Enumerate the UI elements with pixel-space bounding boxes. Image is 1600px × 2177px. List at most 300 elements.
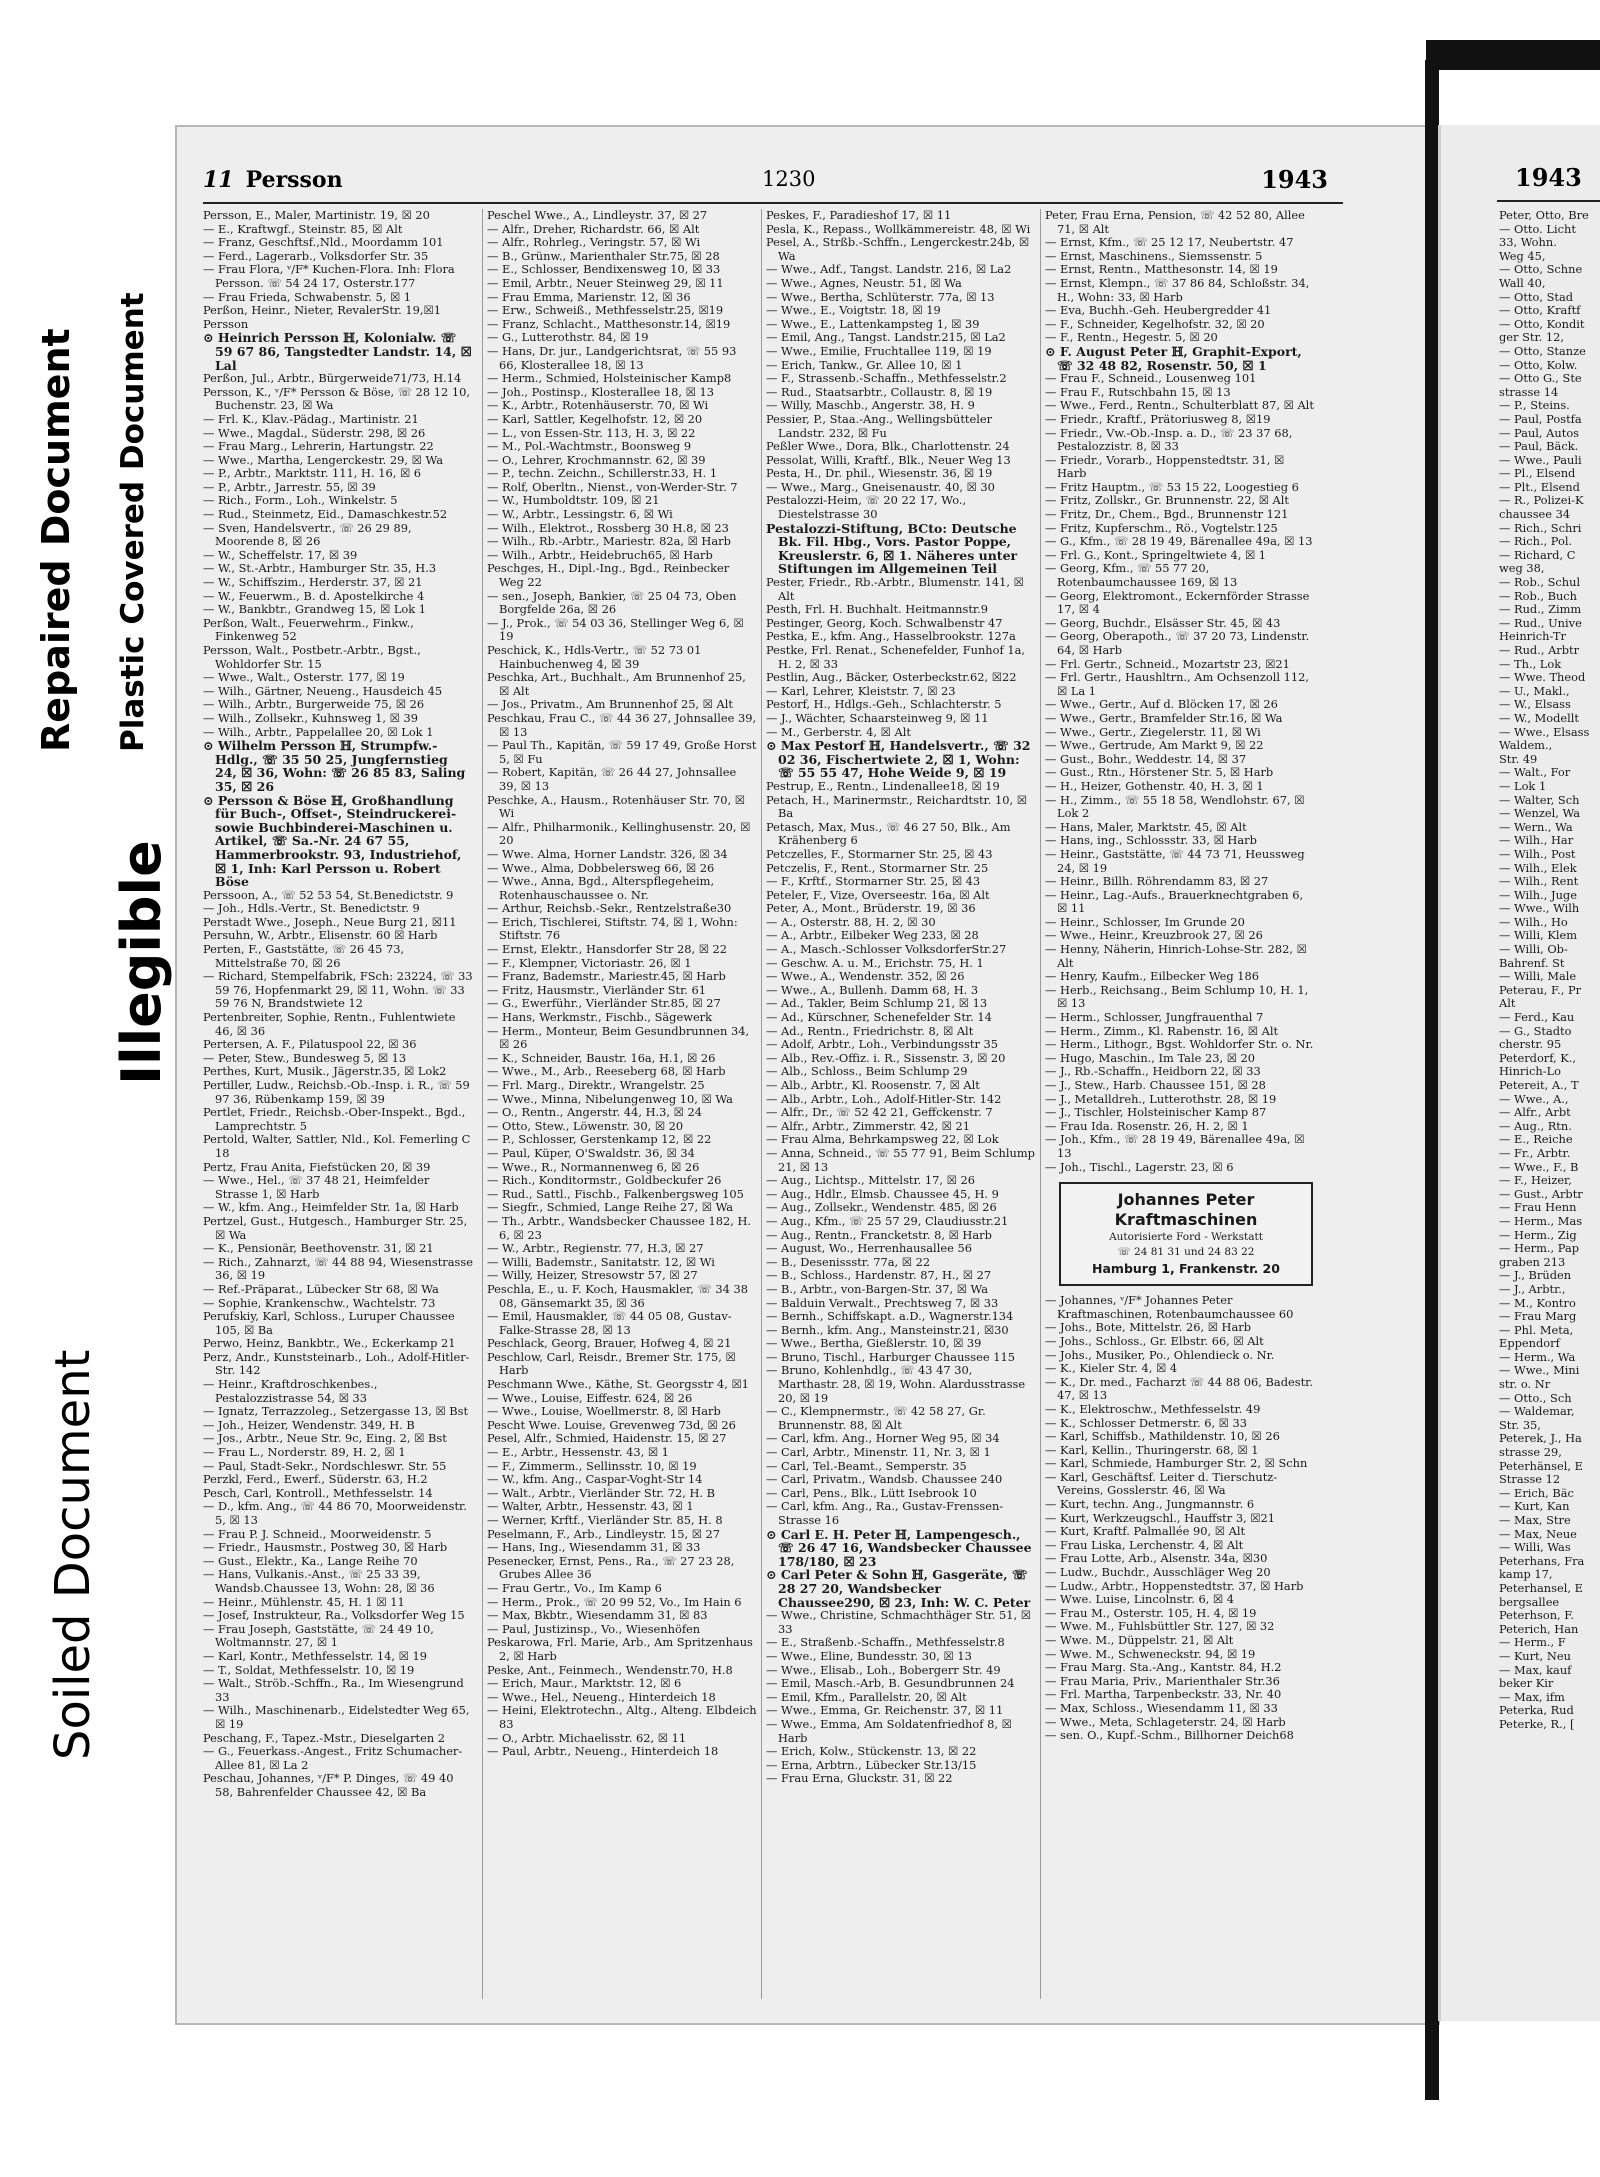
entry-line: Peschel Wwe., A., Lindleystr. 37, ☒ 27 <box>487 209 708 222</box>
entry-line: — Frl. Martha, Tarpenbeckstr. 33, Nr. 40 <box>1045 1687 1282 1702</box>
entry-line: — Friedr., Vorarb., Hoppenstedtstr. 31, ☒ Harb <box>1045 452 1285 481</box>
entry-line: — E., Schlosser, Bendixensweg 10, ☒ 33 <box>487 262 721 277</box>
entry-line: — Wwe., Wilh <box>1499 901 1580 916</box>
entry-line: — Frau Marg., Lehrerin, Hartungstr. 22 <box>203 439 434 454</box>
entry-line: Pertiller, Ludw., Reichsb.-Ob.-Insp. i. R., ☏ 59 97 36, Rübenkamp 159, ☒ 39 <box>203 1078 470 1106</box>
header-rule <box>203 202 1343 204</box>
entry-line: — Wwe., Ferd., Rentn., Schulterblatt 87, ☒ Alt <box>1045 398 1314 413</box>
entry-line: — H., Heizer, Gothenstr. 40, H. 3, ☒ 1 <box>1045 778 1264 793</box>
entry-line: Persuhn, W., Arbtr., Elisenstr. 60 ☒ Harb <box>203 928 438 943</box>
column-3 <box>761 209 1036 1999</box>
entry-line: strasse 14 <box>1499 384 1559 399</box>
entry-line: — Hans, Ing., Wiesendamm 31, ☒ 33 <box>487 1540 701 1555</box>
entry-line: — A., Osterstr. 88, H. 2, ☒ 30 <box>766 914 936 929</box>
entry-line: — Wwe., Agnes, Neustr. 51, ☒ Wa <box>766 275 962 290</box>
entry-line: — F., Heizer, <box>1499 1173 1572 1188</box>
entry-line: — Frau Emma, Marienstr. 12, ☒ 36 <box>487 289 691 304</box>
entry-line: Petasch, Max, Mus., ☏ 46 27 50, Blk., Am Krähenberg 6 <box>766 819 1011 848</box>
entry-line: — J., Metalldreh., Lutterothstr. 28, ☒ 19 <box>1045 1091 1277 1106</box>
entry-line: — Th., Arbtr., Wandsbecker Chaussee 182, H. 6, ☒ 23 <box>487 1213 752 1242</box>
entry-line: — Carl, Privatm., Wandsb. Chaussee 240 <box>766 1472 1003 1487</box>
entry-line: — Wwe., Bertha, Gießlerstr. 10, ☒ 39 <box>766 1336 982 1351</box>
entry-line: strasse 29, <box>1499 1445 1562 1460</box>
entry-line: — Emil, Ang., Tangst. Landstr.215, ☒ La2 <box>766 330 1006 345</box>
ad-name: Johannes Peter <box>1117 1190 1255 1210</box>
entry-line: — Fr., Arbtr. <box>1499 1145 1571 1160</box>
entry-line: — E., Arbtr., Hessenstr. 43, ☒ 1 <box>487 1445 669 1460</box>
entry-line: chaussee 34 <box>1499 507 1571 522</box>
entry-line: — Rich., Schri <box>1499 520 1582 535</box>
entry-line: — Frau Maria, Priv., Marienthaler Str.36 <box>1045 1673 1280 1688</box>
entry-line: — Otto., Sch <box>1499 1390 1572 1405</box>
entry-line: Perzkl, Ferd., Ewerf., Süderstr. 63, H.2 <box>203 1472 428 1487</box>
entry-line: Peschka, Art., Buchhalt., Am Brunnenhof 25, ☒ Alt <box>487 670 746 698</box>
entry-line: Peter, A., Mont., Brüderstr. 19, ☒ 36 <box>766 901 976 916</box>
gutter-shadow <box>1425 60 1439 2100</box>
entry-line: — Wwe., E., Voigtstr. 18, ☒ 19 <box>766 303 941 318</box>
entry-line: — Wilh., Arbtr., Burgerweide 75, ☒ 26 <box>203 697 425 712</box>
entry-line: — Carl, kfm. Ang., Horner Weg 95, ☒ 34 <box>766 1431 1000 1446</box>
entry-line: — Ernst, Kfm., ☏ 25 12 17, Neubertstr. 47 <box>1045 235 1294 250</box>
entry-line: ⊙ Wilhelm Persson ℍ, Strumpfw.-Hdlg., ☏ 35 50 25, Jungfernstieg 24, ☒ 36, Wohn: ☏ 26 85 83, Saling 35, ☒ 26 <box>203 738 466 794</box>
directory-page <box>175 125 1440 2025</box>
ad-phone: ☏ 24 81 31 und 24 83 22 <box>1117 1246 1255 1259</box>
entry-line: Pesch, Carl, Kontroll., Methfesselstr. 14 <box>203 1485 433 1500</box>
entry-line: — Rob., Buch <box>1499 588 1578 603</box>
entry-line: — D., kfm. Ang., ☏ 44 86 70, Moorweidenstr. 5, ☒ 13 <box>203 1499 467 1527</box>
entry-line: — Georg, Oberapoth., ☏ 37 20 73, Lindenstr. 64, ☒ Harb <box>1045 629 1310 657</box>
entry-line: Peskes, F., Paradieshof 17, ☒ 11 <box>766 209 952 222</box>
entry-line: — H., Zimm., ☏ 55 18 58, Wendlohstr. 67, ☒ Lok 2 <box>1045 792 1305 821</box>
entry-line: — Johs., Bote, Mittelstr. 26, ☒ Harb <box>1045 1320 1251 1335</box>
entry-line: — Alfr., Rohrleg., Veringstr. 57, ☒ Wi <box>487 235 701 250</box>
entry-line: Pestka, E., kfm. Ang., Hasselbrookstr. 127a <box>766 629 1016 644</box>
entry-line: — B., Arbtr., von-Bargen-Str. 37, ☒ Wa <box>766 1281 989 1296</box>
entry-line: — Wwe., Hel., ☏ 37 48 21, Heimfelder Strasse 1, ☒ Harb <box>203 1173 430 1201</box>
entry-line: — Geschw. A. u. M., Erichstr. 75, H. 1 <box>766 955 984 970</box>
entry-line: — Wwe., Gertr., Bramfelder Str.16, ☒ Wa <box>1045 710 1283 725</box>
entry-line: — Frl. K., Klav.-Pädag., Martinistr. 21 <box>203 411 419 426</box>
entry-line: — Balduin Verwalt., Prechtsweg 7, ☒ 33 <box>766 1295 999 1310</box>
entry-line: — Franz, Schlacht., Matthesonstr.14, ☒19 <box>487 316 731 331</box>
entry-line: Petczelis, F., Rent., Stormarner Str. 25 <box>766 860 989 875</box>
entry-line: — Herm., Schlosser, Jungfrauenthal 7 <box>1045 1010 1264 1025</box>
entry-line: — Bruno, Tischl., Harburger Chaussee 115 <box>766 1349 1015 1364</box>
entry-line: Petczelles, F., Stormarner Str. 25, ☒ 43 <box>766 846 993 861</box>
entry-line: — G., Lutterothstr. 84, ☒ 19 <box>487 330 649 345</box>
entry-line: Wall 40, <box>1499 275 1546 290</box>
entry-line: Pesenecker, Ernst, Pens., Ra., ☏ 27 23 28, Grubes Allee 36 <box>487 1553 735 1582</box>
entry-line: — Alb., Rev.-Offiz. i. R., Sissenstr. 3, ☒ 20 <box>766 1050 1006 1065</box>
entry-line: — U., Makl., <box>1499 683 1570 698</box>
entry-line: — Rud., Sattl., Fischb., Falkenbergsweg 105 <box>487 1186 744 1201</box>
entry-line: — Herm., Mas <box>1499 1213 1583 1228</box>
entry-line: Perten, F., Gaststätte, ☏ 26 45 73, Mittelstraße 70, ☒ 26 <box>203 942 405 970</box>
entry-line: — Frau Alma, Behrkampsweg 22, ☒ Lok <box>766 1132 999 1147</box>
entry-line: — Richard, C <box>1499 547 1576 562</box>
entry-line: weg 38, <box>1499 561 1545 576</box>
entry-line: — Ernst, Elektr., Hansdorfer Str 28, ☒ 22 <box>487 942 728 957</box>
entry-line: — Karl, Schmiede, Hamburger Str. 2, ☒ Schn <box>1045 1456 1308 1471</box>
entry-line: — J., Tischler, Holsteinischer Kamp 87 <box>1045 1105 1267 1120</box>
entry-line: — Hans, ing., Schlossstr. 33, ☒ Harb <box>1045 833 1257 848</box>
entry-line: Pesel, Alfr., Schmied, Haidenstr. 15, ☒ 27 <box>487 1431 727 1446</box>
entry-line: — O., Rentn., Angerstr. 44, H.3, ☒ 24 <box>487 1105 702 1120</box>
entry-line: Peterhänsel, E <box>1499 1458 1583 1473</box>
entry-line: — Erna, Arbtrn., Lübecker Str.13/15 <box>766 1757 977 1772</box>
top-shadow <box>1426 40 1600 70</box>
entry-line: — Otto, Stew., Löwenstr. 30, ☒ 20 <box>487 1118 684 1133</box>
entry-line: — Emil, Arbtr., Neuer Steinweg 29, ☒ 11 <box>487 275 724 290</box>
entry-line: Pessolat, Willi, Kraftf., Blk., Neuer Weg 13 <box>766 452 1011 467</box>
entry-line: — Walt., Ströb.-Schffn., Ra., Im Wiesengrund 33 <box>203 1676 464 1704</box>
entry-line: — Fritz, Zollskr., Gr. Brunnenstr. 22, ☒ Alt <box>1045 493 1289 508</box>
entry-line: — Wwe. M., Düppelstr. 21, ☒ Alt <box>1045 1633 1234 1647</box>
entry-line: Bahrenf. St <box>1499 955 1565 970</box>
ad-subtitle: Autorisierte Ford - Werkstatt <box>1109 1231 1263 1244</box>
entry-line: Peterhson, F. <box>1499 1608 1575 1623</box>
entry-line: — Franz, Bademstr., Mariestr.45, ☒ Harb <box>487 969 726 984</box>
entry-line: — Frau Frieda, Schwabenstr. 5, ☒ 1 <box>203 289 412 304</box>
entry-line: — Ernst, Klempn., ☏ 37 86 84, Schloßstr. 34, H., Wohn: 33, ☒ Harb <box>1045 275 1310 304</box>
entry-line: — Joh., Tischl., Lagerstr. 23, ☒ 6 <box>1045 1159 1234 1174</box>
entry-line: — Frau M., Osterstr. 105, H. 4, ☒ 19 <box>1045 1605 1257 1620</box>
entry-line: — Ernst, Rentn., Matthesonstr. 14, ☒ 19 <box>1045 262 1278 277</box>
facing-page-year: 1943 <box>1515 163 1582 192</box>
entry-line: — Hans, Maler, Marktstr. 45, ☒ Alt <box>1045 819 1247 834</box>
entry-line: — Erich, Tankw., Gr. Allee 10, ☒ 1 <box>766 357 963 372</box>
entry-line: — Emil, Hausmakler, ☏ 44 05 08, Gustav-Falke-Strasse 28, ☒ 13 <box>487 1309 732 1337</box>
entry-line: Pertenbreiter, Sophie, Rentn., Fuhlentwiete 46, ☒ 36 <box>203 1010 456 1038</box>
entry-line: — Alfr., Arbtr., Zimmerstr. 42, ☒ 21 <box>766 1118 971 1133</box>
entry-line: — Paul, Postfa <box>1499 411 1582 426</box>
entry-line: Pestrup, E., Rentn., Lindenallee18, ☒ 19 <box>766 778 1000 793</box>
entry-line: Peterau, F., Pr <box>1499 982 1582 997</box>
entry-line: — Ignatz, Terrazzoleg., Setzergasse 13, ☒ Bst <box>203 1404 469 1419</box>
entry-line: Heinrich-Tr <box>1499 629 1566 644</box>
entry-line: Peschges, H., Dipl.-Ing., Bgd., Reinbecker Weg 22 <box>487 561 730 590</box>
entry-line: — W., St.-Arbtr., Hamburger Str. 35, H.3 <box>203 561 437 576</box>
entry-line: — Rich., Konditormstr., Goldbeckufer 26 <box>487 1173 722 1188</box>
entry-line: — Bernh., kfm. Ang., Mansteinstr.21, ☒30 <box>766 1322 1009 1337</box>
entry-line: — Aug., Zollsekr., Wendenstr. 485, ☒ 26 <box>766 1200 997 1215</box>
header-year: 1943 <box>1261 165 1328 194</box>
entry-line: 33, Wohn. <box>1499 235 1557 250</box>
entry-line: — Wwe. Alma, Horner Landstr. 326, ☒ 34 <box>487 846 728 861</box>
entry-line: — Heini, Elektrotechn., Altg., Alteng. Elbdeich 83 <box>487 1703 757 1731</box>
entry-line: — Bernh., Schiffskapt. a.D., Wagnerstr.134 <box>766 1309 1014 1324</box>
entry-line: — Aug., Hdlr., Elmsb. Chaussee 45, H. 9 <box>766 1186 999 1201</box>
entry-line: — Paul, Bäck. <box>1499 439 1579 454</box>
entry-line: — Gust., Rtn., Hörstener Str. 5, ☒ Harb <box>1045 765 1274 780</box>
entry-line: — Wwe., A., <box>1499 1091 1569 1106</box>
entry-line: — K., Dr. med., Facharzt ☏ 44 88 06, Badestr. 47, ☒ 13 <box>1045 1374 1313 1403</box>
entry-line: Persson <box>203 316 249 331</box>
entry-line: — Wwe., Walt., Osterstr. 177, ☒ 19 <box>203 670 405 685</box>
entry-line: — Wwe., Alma, Dobbelersweg 66, ☒ 26 <box>487 860 715 875</box>
entry-line: — Otto. Licht <box>1499 221 1576 236</box>
entry-line: — Rud., Unive <box>1499 615 1582 630</box>
entry-line: — Wilh., Elek <box>1499 860 1577 875</box>
entry-line: — Wwe., Christine, Schmachthäger Str. 51, ☒ 33 <box>766 1608 1031 1636</box>
entry-line: ⊙ Carl E. H. Peter ℍ, Lampengesch., ☏ 26 47 16, Wandsbecker Chaussee 178/180, ☒ 23 <box>766 1526 1032 1569</box>
entry-line: — F., Strassenb.-Schaffn., Methfesselstr.2 <box>766 371 1007 386</box>
entry-line: — Joh., Postinsp., Klosterallee 18, ☒ 13 <box>487 384 714 399</box>
entry-line: — Rud., Arbtr <box>1499 643 1580 657</box>
entry-line: — Alfr., Arbt <box>1499 1105 1571 1120</box>
entry-line: — Georg, Buchdr., Elsässer Str. 45, ☒ 43 <box>1045 615 1281 630</box>
entry-line: — G., Feuerkass.-Angest., Fritz Schumacher-Allee 81, ☒ La 2 <box>203 1744 463 1772</box>
entry-line: — Wwe. M., Schweneckstr. 94, ☒ 19 <box>1045 1646 1256 1661</box>
entry-line: — Frau Lotte, Arb., Alsenstr. 34a, ☒30 <box>1045 1551 1268 1566</box>
entry-line: Hinrich-Lo <box>1499 1064 1561 1079</box>
entry-line: — Wwe., Hel., Neueng., Hinterdeich 18 <box>487 1689 716 1704</box>
entry-line: — Otto, Kolw. <box>1499 357 1578 372</box>
entry-line: — Aug., Rtn. <box>1499 1118 1572 1133</box>
entry-line: — Carl, kfm. Ang., Ra., Gustav-Frenssen-Strasse 16 <box>766 1499 1004 1527</box>
entry-line: — Wwe., Emilie, Fruchtallee 119, ☒ 19 <box>766 343 992 358</box>
entry-line: — Joh., Kfm., ☏ 28 19 49, Bärenallee 49a, ☒ 13 <box>1045 1132 1305 1160</box>
entry-line: — J., Stew., Harb. Chaussee 151, ☒ 28 <box>1045 1078 1266 1092</box>
entry-line: Peschke, A., Hausm., Rotenhäuser Str. 70, ☒ Wi <box>487 792 745 821</box>
entry-line: — Joh., Heizer, Wendenstr. 349, H. B <box>203 1417 415 1432</box>
entry-line: Pestorf, H., Hdlgs.-Geh., Schlachterstr. 5 <box>766 697 1002 712</box>
entry-line: — O., Arbtr. Michaelisstr. 62, ☒ 11 <box>487 1730 687 1745</box>
entry-line: — Wwe., Gertrude, Am Markt 9, ☒ 22 <box>1045 738 1264 753</box>
entry-line: Perthes, Kurt, Musik., Jägerstr.35, ☒ Lok2 <box>203 1064 447 1079</box>
entry-line: — Alfr., Dreher, Richardstr. 66, ☒ Alt <box>487 221 700 236</box>
entry-line: Pertzel, Gust., Hutgesch., Hamburger Str. 25, ☒ Wa <box>203 1213 468 1242</box>
entry-line: — Emil, Masch.-Arb, B. Gesundbrunnen 24 <box>766 1676 1015 1691</box>
header-left <box>203 167 343 193</box>
entry-line: — Paul, Küper, O'Swaldstr. 36, ☒ 34 <box>487 1145 695 1160</box>
header-page-letter: 11 <box>203 167 234 193</box>
entry-line: — P., Schlosser, Gerstenkamp 12, ☒ 22 <box>487 1132 712 1147</box>
entry-line: — Werner, Krftf., Vierländer Str. 85, H. 8 <box>487 1513 723 1527</box>
entry-line: — Frau Gertr., Vo., Im Kamp 6 <box>487 1580 662 1595</box>
entry-line: Pester, Friedr., Rb.-Arbtr., Blumenstr. 141, ☒ Alt <box>766 575 1024 603</box>
entry-line: — L., von Essen-Str. 113, H. 3, ☒ 22 <box>487 425 696 440</box>
facing-page-column <box>1499 209 1600 1732</box>
entry-line: — Emil, Kfm., Parallelstr. 20, ☒ Alt <box>766 1689 967 1704</box>
entry-line: — Wilh., Ho <box>1499 914 1568 929</box>
entry-line: ⊙ F. August Peter ℍ, Graphit-Export, ☏ 32 48 82, Rosenstr. 50, ☒ 1 <box>1045 343 1302 373</box>
entry-line: — Wwe., Elsass <box>1499 724 1590 739</box>
entry-line: — Heinr., Lag.-Aufs., Brauerknechtgraben 6, ☒ 11 <box>1045 887 1304 916</box>
entry-line: — Ludw., Buchdr., Ausschläger Weg 20 <box>1045 1565 1271 1580</box>
entry-line: — P., techn. Zeichn., Schillerstr.33, H. 1 <box>487 466 718 481</box>
entry-line: — G., Ewerführ., Vierländer Str.85, ☒ 27 <box>487 996 721 1011</box>
entry-line: — Anna, Schneid., ☏ 55 77 91, Beim Schlump 21, ☒ 13 <box>766 1145 1035 1174</box>
entry-line: — Heinr., Billh. Röhrendamm 83, ☒ 27 <box>1045 874 1269 889</box>
entry-line: — Frl. Gertr., Haushltrn., Am Ochsenzoll 112, ☒ La 1 <box>1045 670 1310 698</box>
entry-line: Alt <box>1499 996 1516 1011</box>
entry-line: — A., Arbtr., Eilbeker Weg 233, ☒ 28 <box>766 928 979 943</box>
entry-line: — Ferd., Kau <box>1499 1010 1575 1025</box>
entry-line: — Frl. G., Kont., Springeltwiete 4, ☒ 1 <box>1045 547 1267 562</box>
entry-line: — Wwe., Elisab., Loh., Bobergerr Str. 49 <box>766 1662 1001 1677</box>
entry-line: — Herm., Zimm., Kl. Rabenstr. 16, ☒ Alt <box>1045 1023 1279 1038</box>
entry-line: — Friedr., Hausmstr., Postweg 30, ☒ Harb <box>203 1540 448 1555</box>
entry-line: — E., Reiche <box>1499 1132 1573 1147</box>
entry-line: — Adolf, Arbtr., Loh., Verbindungsstr 35 <box>766 1037 999 1052</box>
entry-line: — Karl, Sattler, Kegelhofstr. 12, ☒ 20 <box>487 411 703 426</box>
entry-line: — Carl, Pens., Blk., Lütt Isebrook 10 <box>766 1485 977 1500</box>
entry-line: — Herm., Zig <box>1499 1227 1577 1242</box>
entry-line: — B., Grünw., Marienthaler Str.75, ☒ 28 <box>487 248 720 263</box>
label-soiled-document: Soiled Document <box>45 1349 101 1760</box>
entry-line: — sen. O., Kupf.-Schm., Billhorner Deich68 <box>1045 1728 1294 1743</box>
entry-line: — Herb., Reichsang., Beim Schlump 10, H. 1, ☒ 13 <box>1045 982 1309 1011</box>
entry-line: — Walt., Arbtr., Vierländer Str. 72, H. B <box>487 1485 716 1500</box>
entry-line: — Willy, Heizer, Stresowstr 57, ☒ 27 <box>487 1268 698 1283</box>
entry-line: ger Str. 12, <box>1499 330 1565 345</box>
entry-line: — P., Arbtr., Marktstr. 111, H. 16, ☒ 6 <box>203 466 422 481</box>
entry-line: — O., Lehrer, Krochmannstr. 62, ☒ 39 <box>487 452 706 467</box>
entry-line: — Jos., Arbtr., Neue Str. 9c, Eing. 2, ☒ Bst <box>203 1431 447 1446</box>
ad-address: Hamburg 1, Frankenstr. 20 <box>1092 1261 1280 1277</box>
entry-line: — Fritz Hauptm., ☏ 53 15 22, Loogestieg 6 <box>1045 479 1299 494</box>
entry-line: — Wilh., Rent <box>1499 874 1579 889</box>
page-header <box>177 167 1438 199</box>
entry-line: Peter, Frau Erna, Pension, ☏ 42 52 80, Allee 71, ☒ Alt <box>1045 209 1305 236</box>
entry-line: Peterke, R., [ <box>1499 1716 1575 1731</box>
entry-line: kamp 17, <box>1499 1567 1553 1582</box>
entry-line: Pessier, P., Staa.-Ang., Wellingsbütteler Landstr. 232, ☒ Fu <box>766 411 993 440</box>
entry-line: Peter, Otto, Bre <box>1499 208 1589 222</box>
entry-line: — W., Arbtr., Regienstr. 77, H.3, ☒ 27 <box>487 1241 704 1256</box>
entry-line: Petach, H., Marinermstr., Reichardtstr. 10, ☒ Ba <box>766 792 1027 821</box>
entry-line: Peschkau, Frau C., ☏ 44 36 27, Johnsallee 39, ☒ 13 <box>487 710 757 739</box>
entry-line: — Frau F., Schneid., Lousenweg 101 <box>1045 371 1257 386</box>
entry-line: — Phl. Meta, <box>1499 1322 1574 1337</box>
entry-line: — Herm., Prok., ☏ 20 99 52, Vo., Im Hain 6 <box>487 1594 742 1609</box>
entry-line: — K., Arbtr., Rotenhäuserstr. 70, ☒ Wi <box>487 398 709 413</box>
entry-line: — Sven, Handelsvertr., ☏ 26 29 89, Moorende 8, ☒ 26 <box>203 520 412 549</box>
entry-line: — Herm., Lithogr., Bgst. Wohldorfer Str. o. Nr. <box>1045 1037 1314 1052</box>
entry-line: — J., Arbtr., <box>1499 1281 1566 1296</box>
entry-line: Pertersen, A. F., Pilatuspool 22, ☒ 36 <box>203 1037 417 1052</box>
entry-line: — A., Masch.-Schlosser VolksdorferStr.27 <box>766 942 1007 957</box>
entry-line: — Wwe., Eline, Bundesstr. 30, ☒ 13 <box>766 1648 972 1663</box>
entry-line: Pertz, Frau Anita, Fiefstücken 20, ☒ 39 <box>203 1159 431 1174</box>
entry-line: — Georg, Kfm., ☏ 55 77 20, Rotenbaumchaussee 169, ☒ 13 <box>1045 561 1238 590</box>
entry-line: Pescht Wwe. Louise, Grevenweg 73d, ☒ 26 <box>487 1417 736 1432</box>
entry-line: — Ernst, Maschinens., Siemssenstr. 5 <box>1045 248 1263 263</box>
entry-line: — Gust., Elektr., Ka., Lange Reihe 70 <box>203 1553 418 1568</box>
entry-line: — Erich, Maur., Marktstr. 12, ☒ 6 <box>487 1676 682 1691</box>
entry-line: — Wwe., A., Wendenstr. 352, ☒ 26 <box>766 969 965 984</box>
entry-line: — Erich, Bäc <box>1499 1485 1574 1500</box>
entry-line: Perssoon, A., ☏ 52 53 54, St.Benedictstr. 9 <box>203 887 454 902</box>
entry-line: — Joh., Hdls.-Vertr., St. Benedictstr. 9 <box>203 901 420 916</box>
entry-line: bergsallee <box>1499 1594 1560 1609</box>
entry-line: — P., Arbtr., Jarrestr. 55, ☒ 39 <box>203 479 376 494</box>
entry-line: — Wilh., Arbtr., Pappelallee 20, ☒ Lok 1 <box>203 724 434 739</box>
entry-line: ⊙ Persson & Böse ℍ, Großhandlung für Buch-, Offset-, Steindruckerei- sowie Buchbinderei-Maschinen u. Artikel, ☏ Sa.-Nr. 24 67 55, Hammerbrookstr. 93, Industriehof, ☒ 1, Inh: Karl Persson u. Robert Böse <box>203 792 462 890</box>
entry-line: — F., Rentn., Hegestr. 5, ☒ 20 <box>1045 330 1218 345</box>
entry-line: — W., Schiffszim., Herderstr. 37, ☒ 21 <box>203 575 423 590</box>
entry-line: — Sophie, Krankenschw., Wachtelstr. 73 <box>203 1295 436 1310</box>
entry-line: — Wwe., Anna, Bgd., Alterspflegeheim, Rotenhauschaussee o. Nr. <box>487 874 715 902</box>
entry-line: — Eva, Buchh.-Geh. Heubergredder 41 <box>1045 303 1272 318</box>
entry-line: — Frau Joseph, Gaststätte, ☏ 24 49 10, Woltmannstr. 27, ☒ 1 <box>203 1621 434 1650</box>
entry-line: Persson, Walt., Postbetr.-Arbtr., Bgst., Wohldorfer Str. 15 <box>203 643 421 671</box>
entry-line: Pestalozzi-Heim, ☏ 20 22 17, Wo., Diestelstrasse 30 <box>766 493 967 522</box>
entry-line: — Walter, Sch <box>1499 792 1580 807</box>
entry-line: — Rud., Zimm <box>1499 602 1582 617</box>
entry-line: Peterdorf, K., <box>1499 1050 1577 1065</box>
entry-line: Peterhans, Fra <box>1499 1553 1585 1568</box>
entry-line: — G., Stadto <box>1499 1023 1572 1038</box>
entry-line: — Heinr., Gaststätte, ☏ 44 73 71, Heussweg 24, ☒ 19 <box>1045 846 1305 875</box>
entry-line: — M., Gerberstr. 4, ☒ Alt <box>766 724 911 739</box>
entry-line: — Wwe., Emma, Gr. Reichenstr. 37, ☒ 11 <box>766 1703 1004 1718</box>
entry-line: Peterka, Rud <box>1499 1703 1574 1718</box>
entry-line: — Robert, Kapitän, ☏ 26 44 27, Johnsallee 39, ☒ 13 <box>487 765 737 793</box>
entry-line: beker Kir <box>1499 1676 1554 1691</box>
entry-line: Peschlack, Georg, Brauer, Hofweg 4, ☒ 21 <box>487 1336 732 1351</box>
column-1 <box>203 209 473 1999</box>
entry-line: — Erich, Kolw., Stückenstr. 13, ☒ 22 <box>766 1744 977 1759</box>
entry-line: — Wilh., Har <box>1499 833 1574 848</box>
entry-line: — Rich., Zahnarzt, ☏ 44 88 94, Wiesenstrasse 36, ☒ 19 <box>203 1254 473 1283</box>
entry-line: — Karl, Lehrer, Kleiststr. 7, ☒ 23 <box>766 683 956 698</box>
entry-line: — Bruno, Kohlenhdlg., ☏ 43 47 30, Marthastr. 28, ☒ 19, Wohn. Alardusstrasse 20, ☒ 19 <box>766 1363 1026 1405</box>
entry-line: — Herm., F <box>1499 1635 1566 1650</box>
entry-line: — Erw., Schweiß., Methfesselstr.25, ☒19 <box>487 303 724 318</box>
entry-line: — Karl, Geschäftsf. Leiter d. Tierschutz-Vereins, Gosslerstr. 46, ☒ Wa <box>1045 1469 1278 1498</box>
entry-line: — Aug., Lichtsp., Mittelstr. 17, ☒ 26 <box>766 1173 975 1188</box>
entry-line: — Frau Liska, Lerchenstr. 4, ☒ Alt <box>1045 1537 1244 1552</box>
entry-line: — Hans, Vulkanis.-Anst., ☏ 25 33 39, Wandsb.Chaussee 13, Wohn: 28, ☒ 36 <box>203 1567 435 1595</box>
column-4-top <box>1045 209 1315 1174</box>
entry-line: — Wilh., Zollsekr., Kuhnsweg 1, ☒ 39 <box>203 710 418 725</box>
entry-line: Pestke, Frl. Renat., Schenefelder, Funhof 1a, H. 2, ☒ 33 <box>766 643 1025 671</box>
label-repaired-document: Repaired Document <box>34 328 78 752</box>
entry-line: — Max, Stre <box>1499 1513 1571 1527</box>
entry-line: — K., Pensionär, Beethovenstr. 31, ☒ 21 <box>203 1241 434 1256</box>
entry-line: — Fritz, Dr., Chem., Bgd., Brunnenstr 121 <box>1045 507 1289 522</box>
entry-line: — Ad., Rentn., Friedrichstr. 8, ☒ Alt <box>766 1023 974 1038</box>
entry-line: — Richard, Stempelfabrik, FSch: 23224, ☏ 33 59 76, Hopfenmarkt 29, ☒ 11, Wohn. ☏ 33 59 76 N, Brandstwiete 12 <box>203 969 473 1011</box>
entry-line: — Ferd., Lagerarb., Volksdorfer Str. 35 <box>203 248 429 263</box>
entry-line: — Max, Schloss., Wiesendamm 11, ☒ 33 <box>1045 1700 1278 1715</box>
entry-line: — Carl, Tel.-Beamt., Semperstr. 35 <box>766 1458 967 1473</box>
entry-line: — B., Schloss., Hardenstr. 87, H., ☒ 27 <box>766 1268 992 1283</box>
entry-line: — Wwe., R., Normannenweg 6, ☒ 26 <box>487 1159 700 1174</box>
entry-line: — Wwe., Magdal., Süderstr. 298, ☒ 26 <box>203 425 426 440</box>
entry-line: Pestlin, Aug., Bäcker, Osterbeckstr.62, ☒22 <box>766 670 1017 685</box>
entry-line: — Frau L., Norderstr. 89, H. 2, ☒ 1 <box>203 1445 406 1460</box>
entry-line: Waldem., <box>1499 738 1553 753</box>
entry-line: Peterich, Han <box>1499 1621 1579 1636</box>
entry-line: Perufskiy, Karl, Schloss., Luruper Chaussee 105, ☒ Ba <box>203 1309 455 1337</box>
entry-line: — Herm., Monteur, Beim Gesundbrunnen 34, ☒ 26 <box>487 1023 750 1052</box>
entry-line: Perßon, Heinr., Nieter, RevalerStr. 19,☒1 <box>203 303 441 318</box>
entry-line: — W., Bankbtr., Grandweg 15, ☒ Lok 1 <box>203 602 427 617</box>
entry-line: — Frau P. J. Schneid., Moorweidenstr. 5 <box>203 1526 432 1541</box>
entry-line: — Wilh., Arbtr., Heidebruch65, ☒ Harb <box>487 547 713 562</box>
entry-line: Peschau, Johannes, ᵛ/F* P. Dinges, ☏ 49 40 58, Bahrenfelder Chaussee 42, ☒ Ba <box>203 1771 454 1799</box>
entry-line: — Kurt, Neu <box>1499 1648 1571 1663</box>
entry-line: — Jos., Privatm., Am Brunnenhof 25, ☒ Alt <box>487 697 733 712</box>
entry-line: Str. 35, <box>1499 1417 1541 1432</box>
entry-line: Peschlow, Carl, Reisdr., Bremer Str. 175, ☒ Harb <box>487 1349 736 1378</box>
entry-line: — Heinr., Mühlenstr. 45, H. 1 ☒ 11 <box>203 1594 405 1609</box>
entry-line: — Ad., Takler, Beim Schlump 21, ☒ 13 <box>766 996 988 1011</box>
entry-line: — Max, Neue <box>1499 1526 1577 1541</box>
